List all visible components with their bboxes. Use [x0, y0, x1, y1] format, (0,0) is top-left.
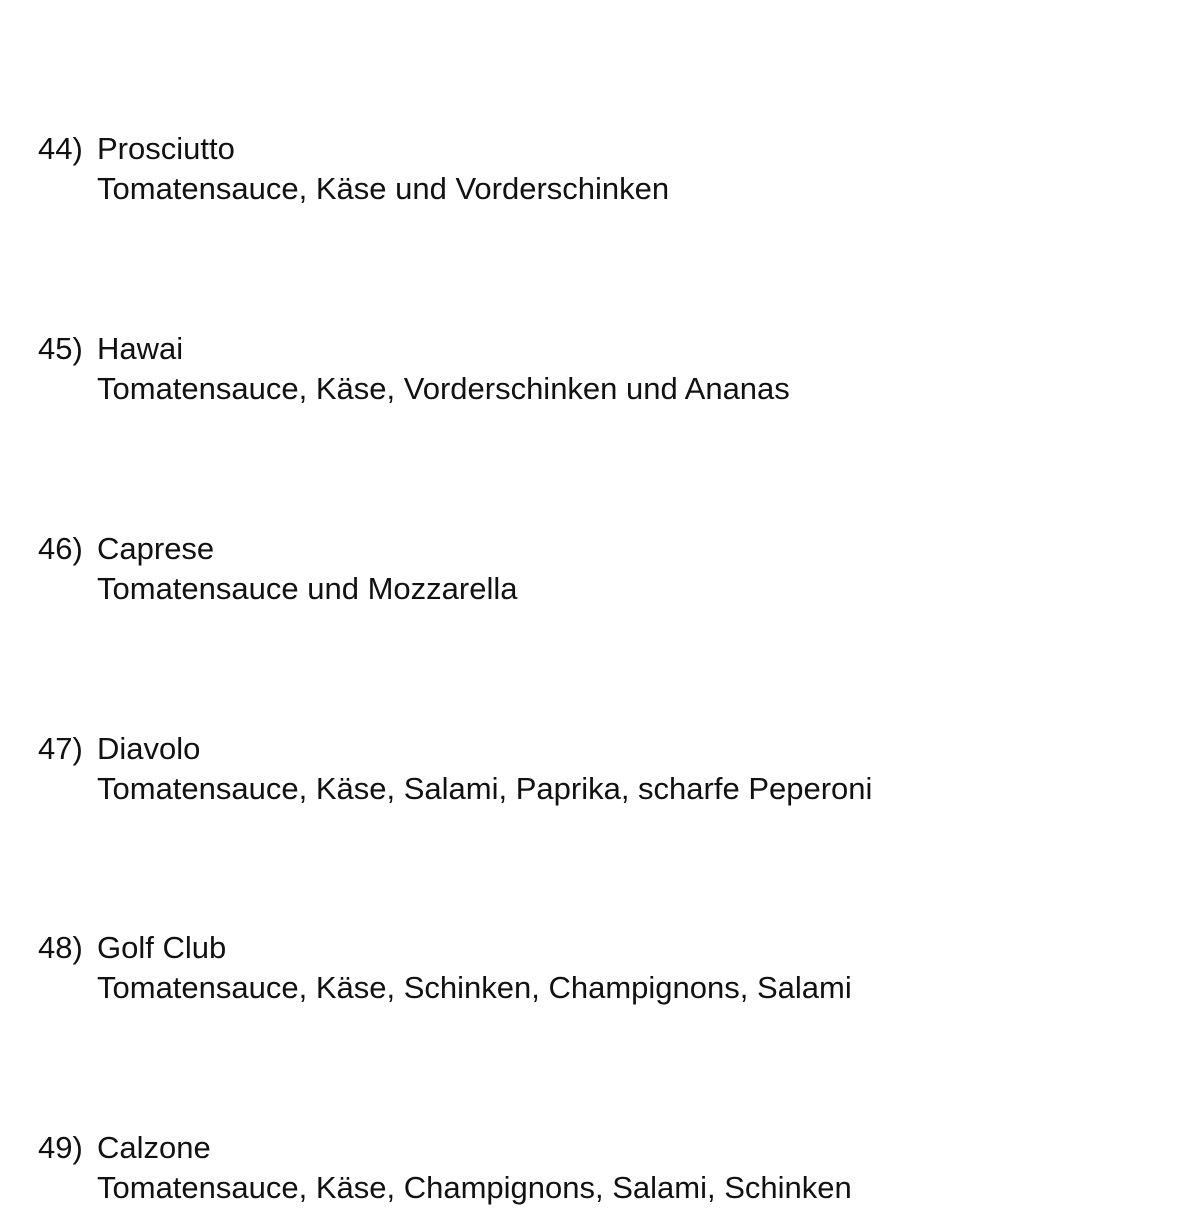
- menu-item-name: Hawai: [97, 331, 184, 366]
- menu-item-diavolo: [38, 729, 1158, 809]
- menu-item-name: Calzone: [97, 1130, 211, 1165]
- menu-item-title: [38, 329, 1158, 369]
- menu-item-title: [38, 928, 1158, 968]
- menu-item-number: 44): [38, 131, 83, 166]
- menu-item-title: [38, 1128, 1158, 1168]
- menu-item-title: [38, 729, 1158, 769]
- menu-item-description: Tomatensauce, Käse, Vorderschinken und Ananas: [97, 371, 790, 406]
- menu-item-number: 45): [38, 331, 83, 366]
- menu-item-number: 48): [38, 930, 83, 965]
- menu-item-prosciutto: [38, 129, 1158, 209]
- menu-item-description: Tomatensauce und Mozzarella: [97, 571, 518, 606]
- menu-item-hawai: [38, 329, 1158, 409]
- menu-item-name: Golf Club: [97, 930, 227, 965]
- menu-item-description: Tomatensauce, Käse, Champignons, Salami, Schinken: [97, 1170, 852, 1205]
- menu-item-number: 46): [38, 531, 83, 566]
- menu-item-number: 49): [38, 1130, 83, 1165]
- menu-item-golf-club: [38, 928, 1158, 1008]
- menu-item-description: Tomatensauce, Käse, Salami, Paprika, scharfe Peperoni: [97, 771, 873, 806]
- menu-item-number: 47): [38, 731, 83, 766]
- menu-item-name: Caprese: [97, 531, 215, 566]
- menu-item-description: Tomatensauce, Käse, Schinken, Champignons, Salami: [97, 970, 852, 1005]
- menu-item-description: Tomatensauce, Käse und Vorderschinken: [97, 171, 670, 206]
- menu-item-title: [38, 529, 1158, 569]
- menu-item-name: Diavolo: [97, 731, 201, 766]
- menu-item-title: [38, 129, 1158, 169]
- menu-item-calzone: [38, 1128, 1158, 1208]
- menu-item-name: Prosciutto: [97, 131, 235, 166]
- menu-item-caprese: [38, 529, 1158, 609]
